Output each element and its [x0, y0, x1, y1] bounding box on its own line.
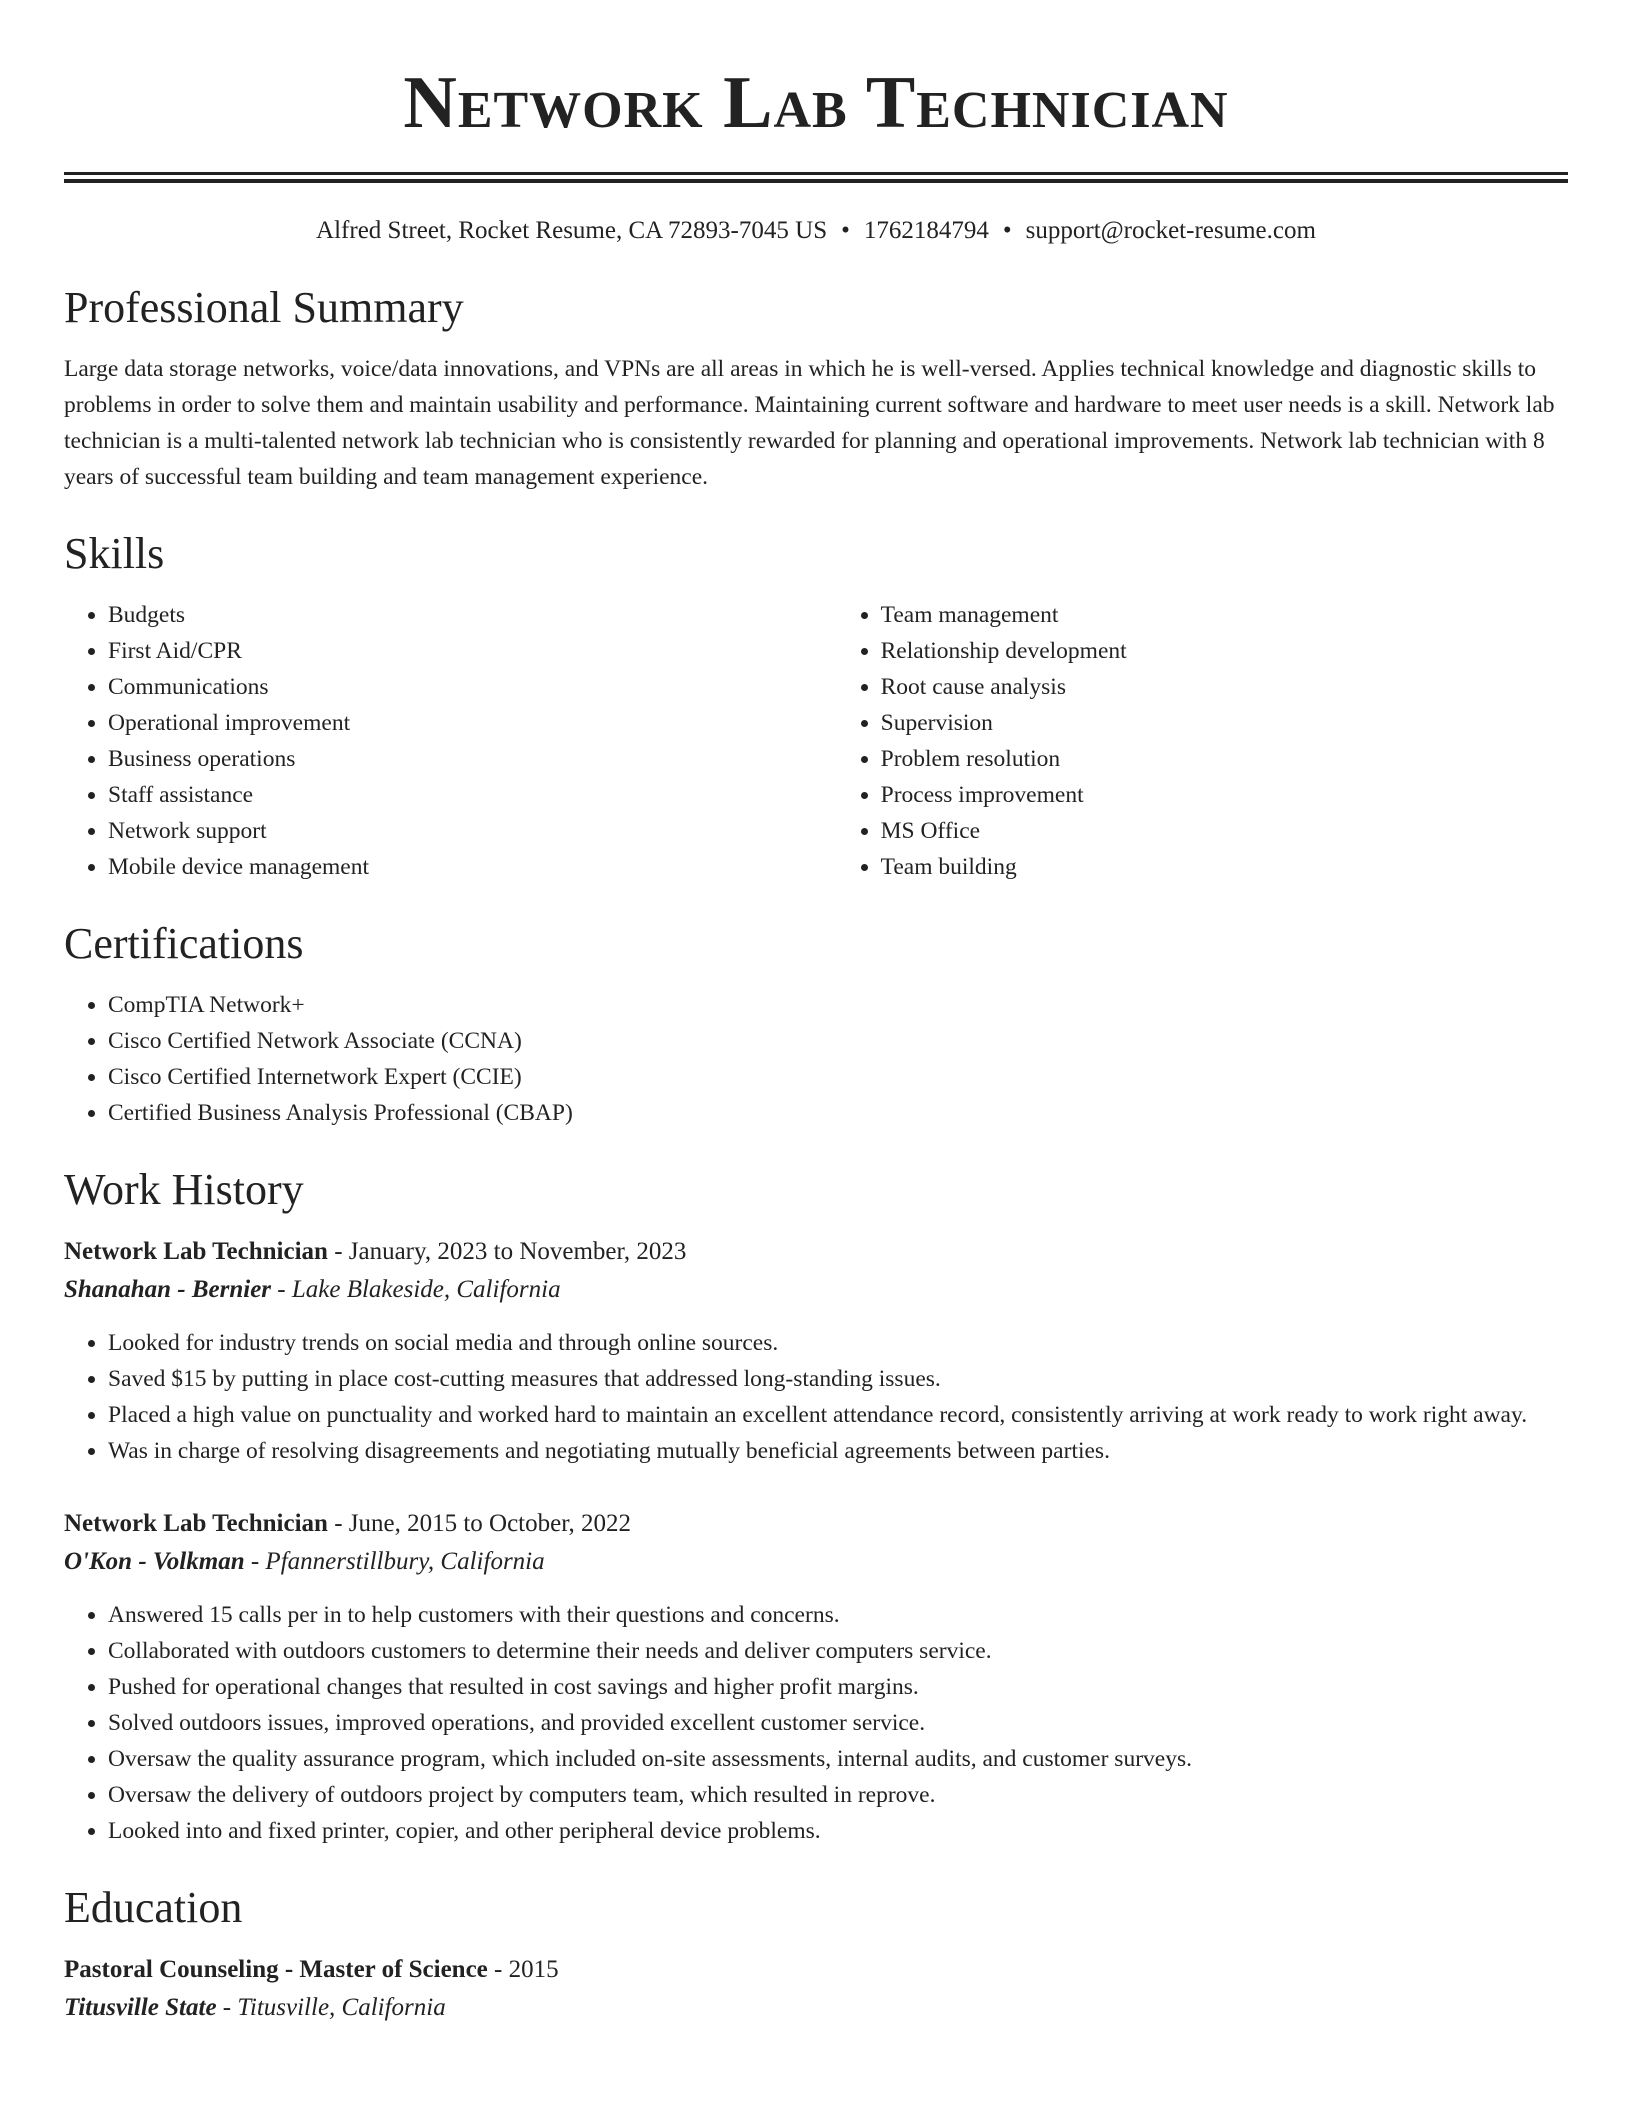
certifications-list: [64, 987, 1568, 1131]
contact-phone: 1762184794: [863, 217, 989, 244]
job-company: O'Kon - Volkman: [64, 1548, 245, 1575]
skills-grid: [64, 597, 1568, 885]
skill-item: • MS Office: [881, 813, 1568, 849]
job-company-line: [64, 1543, 1568, 1581]
job-title-line: [64, 1233, 1568, 1271]
job-location: - Lake Blakeside, California: [271, 1276, 561, 1303]
skill-item: • Communications: [108, 669, 837, 705]
job-bullet: • Saved $15 by putting in place cost-cutting measures that addressed long-standing issues.: [108, 1361, 1568, 1397]
job-company-line: [64, 1271, 1568, 1309]
education-year: - 2015: [487, 1956, 559, 1983]
title-divider: [64, 172, 1568, 183]
page-title: Network Lab Technician: [403, 62, 1229, 144]
skills-list-left: [64, 597, 837, 885]
job-bullet: • Oversaw the quality assurance program, which included on-site assessments, internal audits, and customer surveys.: [108, 1741, 1568, 1777]
job-bullets: [64, 1597, 1568, 1849]
job-bullets: [64, 1325, 1568, 1469]
contact-email: support@rocket-resume.com: [1025, 217, 1316, 244]
job-dates: - June, 2015 to October, 2022: [327, 1510, 632, 1537]
skill-item: • Process improvement: [881, 777, 1568, 813]
education-heading: Education: [64, 1883, 243, 1932]
education-school-line: [64, 1989, 1568, 2027]
summary-heading: Professional Summary: [64, 283, 464, 332]
summary-text: Large data storage networks, voice/data innovations, and VPNs are all areas in which he is well-versed. Applies technical knowledge and diagnostic skills to problems in order to solve them and maintain usability and performance. Maintaining current software and hardware to meet user needs is a skill. Network lab technician is a multi-talented network lab technician who is consistently rewarded for planning and operational improvements. Network lab technician with 8 years of successful team building and team management experience.: [64, 356, 1555, 490]
certification-item: • Cisco Certified Network Associate (CCNA): [108, 1023, 1568, 1059]
job-location: - Pfannerstillbury, California: [244, 1548, 545, 1575]
certification-item: • Cisco Certified Internetwork Expert (CCIE): [108, 1059, 1568, 1095]
contact-separator: •: [1002, 217, 1012, 244]
job-bullet: • Placed a high value on punctuality and worked hard to maintain an excellent attendance record, consistently arriving at work ready to work right away.: [108, 1397, 1568, 1433]
skill-item: • Relationship development: [881, 633, 1568, 669]
skill-item: • Business operations: [108, 741, 837, 777]
job-dates: - January, 2023 to November, 2023: [327, 1238, 687, 1265]
job-title-line: [64, 1505, 1568, 1543]
summary-section: [64, 279, 1568, 495]
job-company: Shanahan - Bernier: [64, 1276, 272, 1303]
contact-separator: •: [841, 217, 850, 244]
contact-line: [64, 213, 1568, 249]
job-bullet: • Was in charge of resolving disagreements and negotiating mutually beneficial agreements between parties.: [108, 1433, 1568, 1469]
skill-item: • Team management: [881, 597, 1568, 633]
contact-address: Alfred Street, Rocket Resume, CA 72893-7045 US: [316, 217, 828, 244]
skill-item: • Mobile device management: [108, 849, 837, 885]
education-degree: Pastoral Counseling - Master of Science: [64, 1956, 488, 1983]
education-school: Titusville State: [64, 1994, 217, 2021]
job-title: Network Lab Technician: [64, 1238, 328, 1265]
skill-item: • Operational improvement: [108, 705, 837, 741]
skill-item: • Problem resolution: [881, 741, 1568, 777]
job-title: Network Lab Technician: [64, 1510, 328, 1537]
job-bullet: • Solved outdoors issues, improved operations, and provided excellent customer service.: [108, 1705, 1568, 1741]
skill-item: • Root cause analysis: [881, 669, 1568, 705]
certification-item: • CompTIA Network+: [108, 987, 1568, 1023]
job-bullet: • Pushed for operational changes that resulted in cost savings and higher profit margins.: [108, 1669, 1568, 1705]
certifications-heading: Certifications: [64, 919, 304, 968]
job-bullet: • Looked into and fixed printer, copier, and other peripheral device problems.: [108, 1813, 1568, 1849]
work-history-section: [64, 1161, 1568, 1849]
skill-item: • First Aid/CPR: [108, 633, 837, 669]
skill-item: • Budgets: [108, 597, 837, 633]
skill-item: • Supervision: [881, 705, 1568, 741]
job-entry: [64, 1505, 1568, 1849]
skill-item: • Team building: [881, 849, 1568, 885]
job-bullet: • Answered 15 calls per in to help customers with their questions and concerns.: [108, 1597, 1568, 1633]
education-location: - Titusville, California: [216, 1994, 446, 2021]
job-bullet: • Collaborated with outdoors customers to determine their needs and deliver computers service.: [108, 1633, 1568, 1669]
education-degree-line: [64, 1951, 1568, 1989]
job-entry: [64, 1233, 1568, 1469]
education-section: [64, 1879, 1568, 2027]
skills-heading: Skills: [64, 529, 165, 578]
job-bullet: • Oversaw the delivery of outdoors project by computers team, which resulted in reprove.: [108, 1777, 1568, 1813]
work-history-heading: Work History: [64, 1165, 304, 1214]
certification-item: • Certified Business Analysis Professional (CBAP): [108, 1095, 1568, 1131]
certifications-section: [64, 915, 1568, 1131]
skill-item: • Network support: [108, 813, 837, 849]
skill-item: • Staff assistance: [108, 777, 837, 813]
job-bullet: • Looked for industry trends on social media and through online sources.: [108, 1325, 1568, 1361]
skills-section: [64, 525, 1568, 885]
skills-list-right: [837, 597, 1568, 885]
